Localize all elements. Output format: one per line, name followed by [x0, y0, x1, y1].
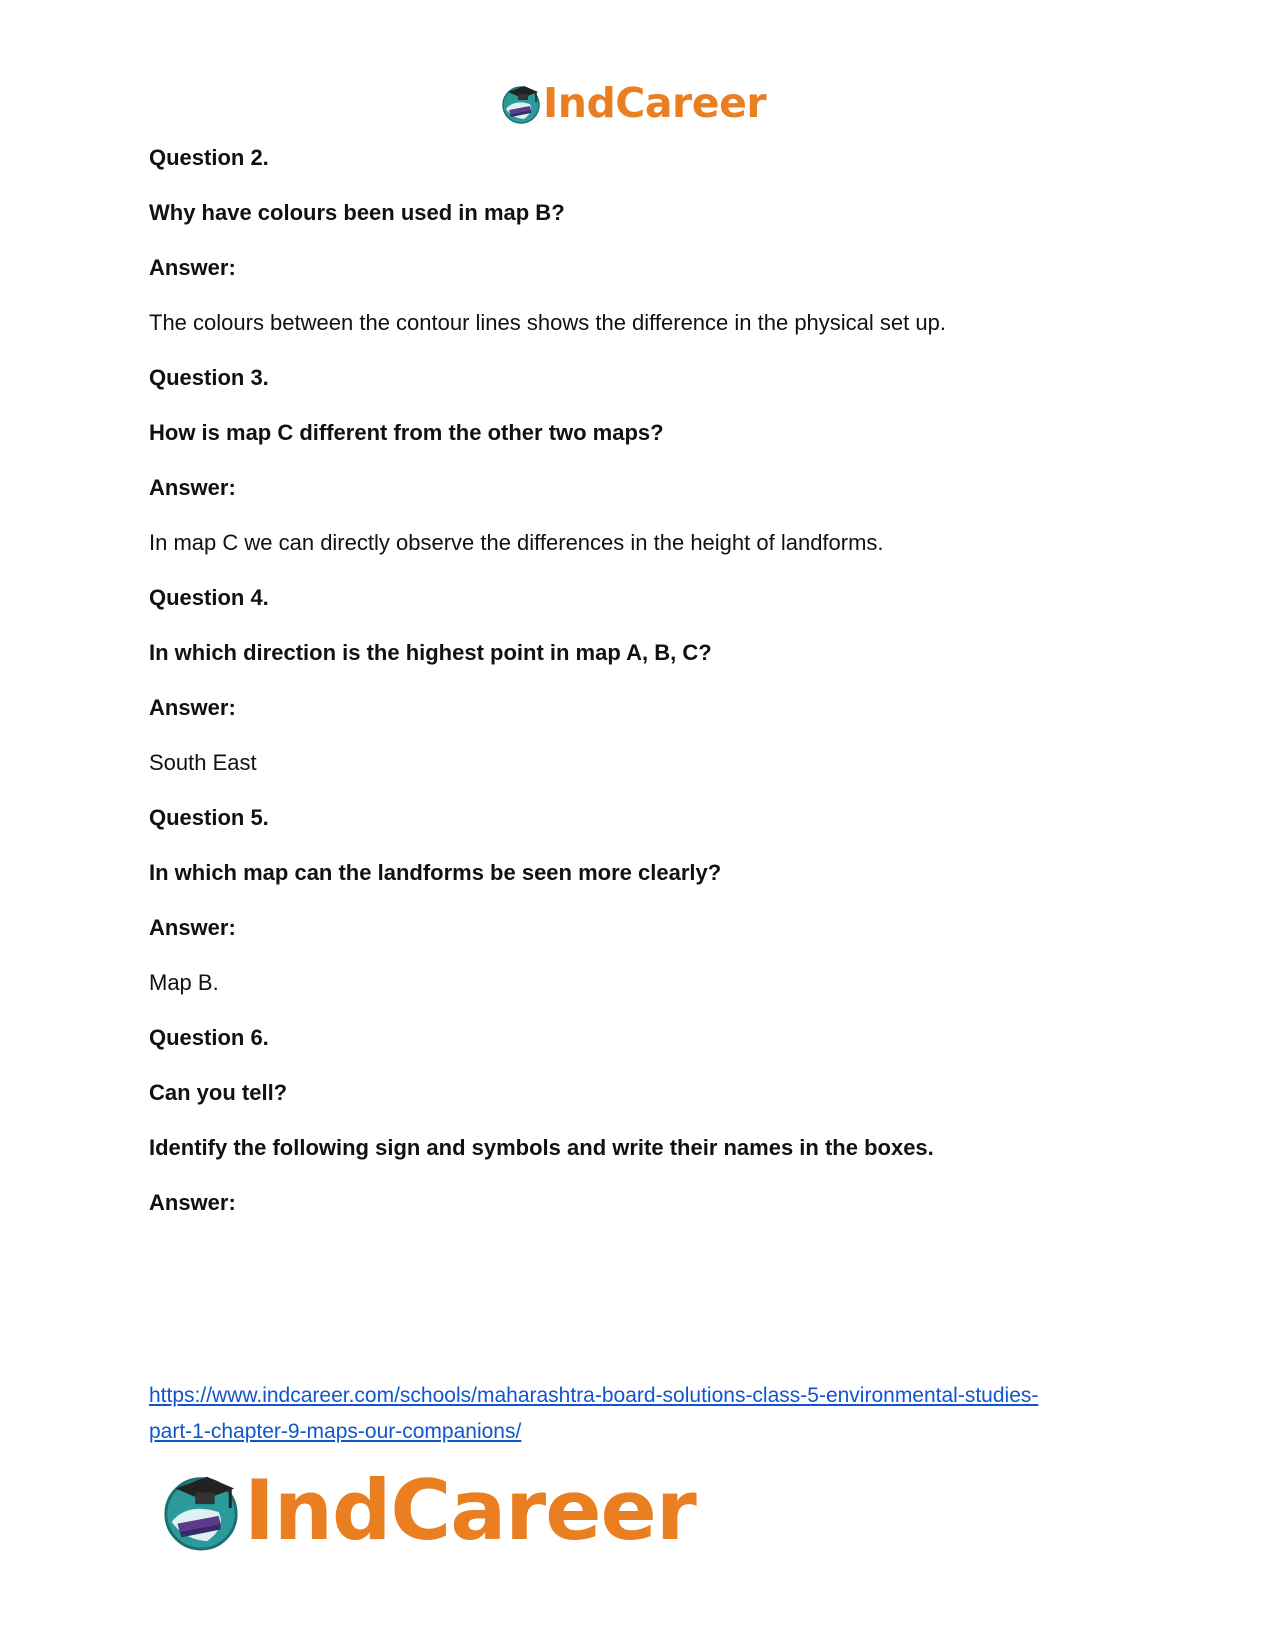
graduation-globe-icon	[500, 82, 542, 124]
footer-logo	[160, 1460, 696, 1560]
question-4-text: In which direction is the highest point in map A, B, C?	[149, 640, 712, 665]
logo-wordmark: IndCareer	[244, 1461, 696, 1559]
question-2-text: Why have colours been used in map B?	[149, 200, 565, 225]
answer-label: Answer:	[149, 255, 236, 280]
source-link-line-2[interactable]: part-1-chapter-9-maps-our-companions/	[149, 1420, 522, 1443]
answer-label: Answer:	[149, 475, 236, 500]
question-3-text: How is map C different from the other two maps?	[149, 420, 664, 445]
answer-label: Answer:	[149, 915, 236, 940]
question-6-instruction: Identify the following sign and symbols and write their names in the boxes.	[149, 1135, 934, 1160]
answer-2-text: The colours between the contour lines shows the difference in the physical set up.	[149, 310, 946, 335]
answer-5-text: Map B.	[149, 970, 219, 995]
answer-label: Answer:	[149, 1190, 236, 1215]
header-logo	[500, 78, 766, 128]
question-6-label: Question 6.	[149, 1025, 269, 1050]
qa-content	[149, 145, 1149, 1245]
graduation-globe-icon	[160, 1469, 242, 1551]
question-6-text: Can you tell?	[149, 1080, 288, 1105]
question-2-label: Question 2.	[149, 145, 269, 170]
question-5-text: In which map can the landforms be seen more clearly?	[149, 860, 722, 885]
answer-label: Answer:	[149, 695, 236, 720]
source-link-line-1[interactable]: https://www.indcareer.com/schools/maharashtra-board-solutions-class-5-environmental-studies-	[149, 1384, 1039, 1407]
source-link-block	[149, 1378, 1149, 1450]
question-3-label: Question 3.	[149, 365, 269, 390]
answer-4-text: South East	[149, 750, 257, 775]
logo-wordmark: IndCareer	[543, 79, 767, 127]
answer-3-text: In map C we can directly observe the differences in the height of landforms.	[149, 530, 884, 555]
question-5-label: Question 5.	[149, 805, 269, 830]
question-4-label: Question 4.	[149, 585, 269, 610]
